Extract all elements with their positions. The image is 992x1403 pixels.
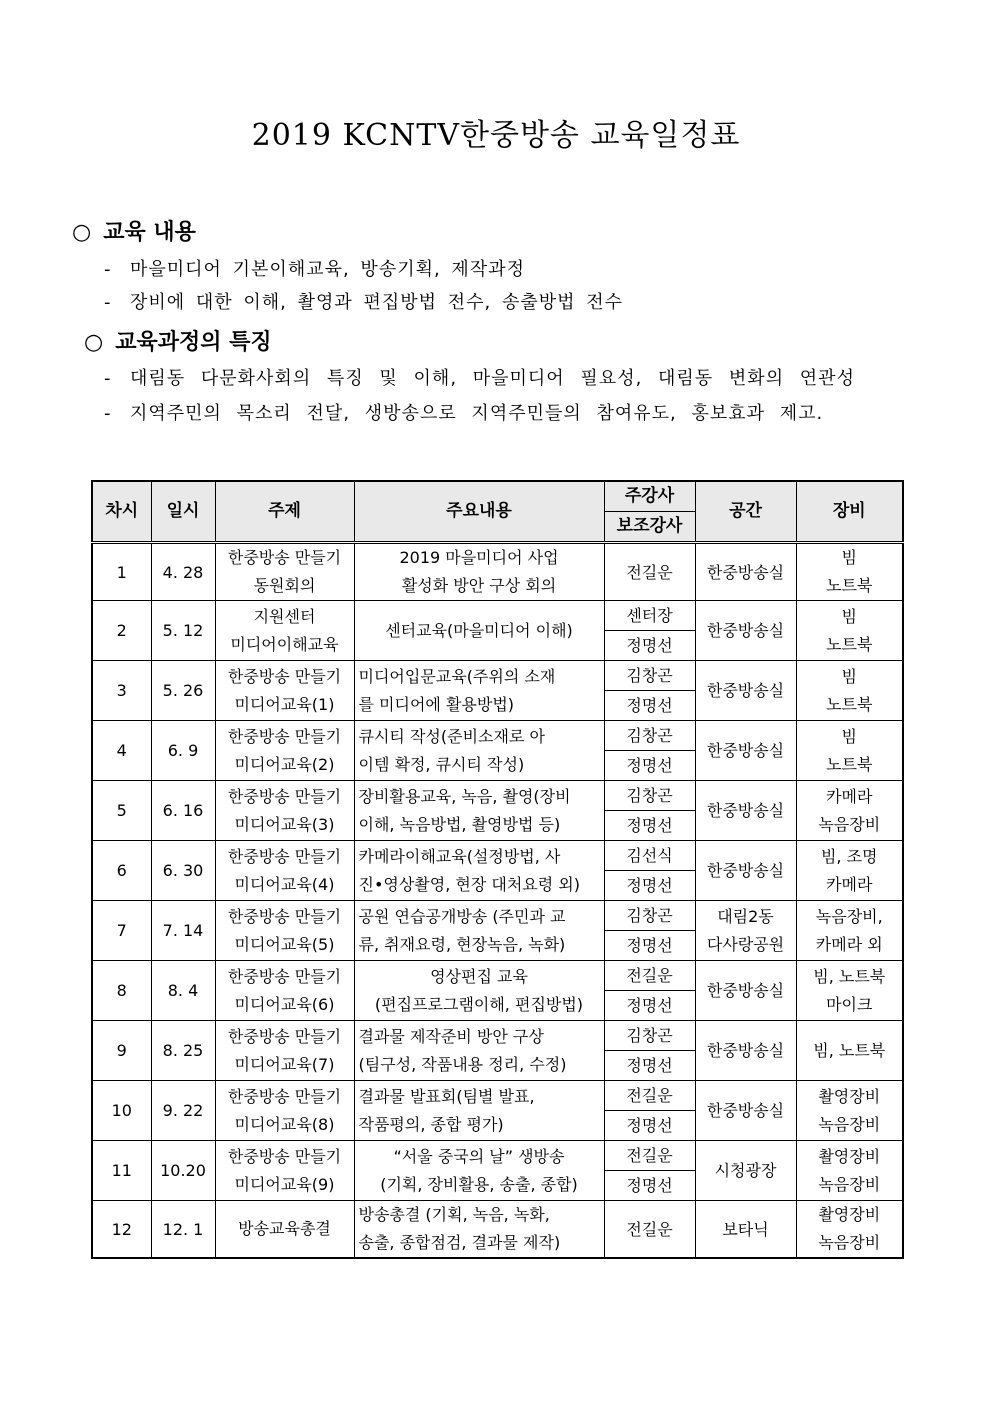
cell-line: 미디어입문교육(주위의 소재 xyxy=(358,666,556,686)
cell-line: 이해, 녹음방법, 촬영방법 등) xyxy=(358,814,561,834)
cell-assistant-instructor: 정명선 xyxy=(604,1051,695,1081)
cell-date: 5. 26 xyxy=(151,661,215,721)
cell-date: 5. 12 xyxy=(151,601,215,661)
cell-topic xyxy=(215,961,354,1021)
header-date: 일시 xyxy=(151,481,215,543)
cell-session: 9 xyxy=(92,1021,151,1081)
cell-assistant-instructor: 정명선 xyxy=(604,1171,695,1201)
section-heading-text: 교육 내용 xyxy=(103,219,196,245)
cell-main-instructor: 김선식 xyxy=(604,841,695,871)
cell-line: 작품평의, 종합 평가) xyxy=(358,1114,504,1134)
cell-line: 미디어교육(6) xyxy=(234,994,335,1014)
cell-equipment xyxy=(796,1201,903,1259)
cell-line: 카메라 xyxy=(826,874,873,894)
cell-line: 미디어교육(7) xyxy=(234,1054,335,1074)
cell-assistant-instructor: 정명선 xyxy=(604,931,695,961)
cell-session: 7 xyxy=(92,901,151,961)
cell-content xyxy=(354,901,604,961)
cell-line: “서울 중국의 날” 생방송 xyxy=(393,1146,565,1166)
header-venue: 공간 xyxy=(695,481,796,543)
cell-line: 송출, 종합점검, 결과물 제작) xyxy=(358,1233,561,1252)
cell-assistant-instructor: 정명선 xyxy=(604,871,695,901)
cell-line: 빔 xyxy=(841,548,857,567)
cell-line: 방송교육총결 xyxy=(238,1219,331,1238)
table-row xyxy=(92,721,903,751)
section-heading-course-features xyxy=(84,325,272,356)
section-heading-text: 교육과정의 특징 xyxy=(115,329,272,355)
table-body xyxy=(92,543,903,1259)
cell-line: 지원센터 xyxy=(253,606,316,626)
cell-line: 결과물 제작준비 방안 구상 xyxy=(358,1026,544,1046)
table-header xyxy=(92,481,903,543)
cell-line: 류, 취재요령, 현장녹음, 녹화) xyxy=(358,934,566,954)
table-row xyxy=(92,1141,903,1171)
cell-date: 8. 4 xyxy=(151,961,215,1021)
bullet-item: - 대림동 다문화사회의 특징 및 이해, 마을미디어 필요성, 대림동 변화의 연관성 xyxy=(104,368,855,389)
cell-line: 한중방송 만들기 xyxy=(227,906,342,926)
cell-equipment xyxy=(796,781,903,841)
cell-content xyxy=(354,1201,604,1259)
cell-topic xyxy=(215,661,354,721)
cell-line: (기획, 장비활용, 송출, 종합) xyxy=(380,1174,578,1194)
cell-session: 4 xyxy=(92,721,151,781)
cell-line: 녹음장비 xyxy=(818,1233,881,1252)
cell-main-instructor: 김창곤 xyxy=(604,1021,695,1051)
cell-date: 6. 16 xyxy=(151,781,215,841)
cell-line: 빔 xyxy=(841,726,857,746)
cell-assistant-instructor: 정명선 xyxy=(604,811,695,841)
cell-line: 녹음장비 xyxy=(818,1114,881,1134)
cell-line: 빔, 노트북 xyxy=(813,966,886,986)
section-heading-education-content xyxy=(72,215,196,246)
cell-line: 한중방송 만들기 xyxy=(227,1146,342,1166)
cell-line: 미디어교육(2) xyxy=(234,754,335,774)
cell-line: 큐시티 작성(준비소재로 아 xyxy=(358,726,545,746)
cell-equipment xyxy=(796,841,903,901)
table-row xyxy=(92,961,903,991)
cell-line: 방송총결 (기획, 녹음, 녹화, xyxy=(358,1205,550,1224)
cell-venue: 한중방송실 xyxy=(695,961,796,1021)
cell-equipment xyxy=(796,1141,903,1201)
cell-session: 1 xyxy=(92,543,151,601)
cell-venue: 보타닉 xyxy=(695,1201,796,1259)
cell-line: 빔, 조명 xyxy=(820,846,878,866)
cell-content xyxy=(354,543,604,601)
cell-date: 8. 25 xyxy=(151,1021,215,1081)
cell-line: 빔, 노트북 xyxy=(813,1040,886,1060)
cell-line: 활성화 방안 구상 회의 xyxy=(401,576,557,595)
cell-date: 7. 14 xyxy=(151,901,215,961)
cell-topic xyxy=(215,1201,354,1259)
cell-session: 2 xyxy=(92,601,151,661)
table-row xyxy=(92,1021,903,1051)
cell-date: 4. 28 xyxy=(151,543,215,601)
cell-equipment xyxy=(796,721,903,781)
cell-topic xyxy=(215,721,354,781)
cell-venue: 한중방송실 xyxy=(695,841,796,901)
cell-line: 미디어교육(3) xyxy=(234,814,335,834)
cell-line: 빔 xyxy=(841,666,857,686)
table-row xyxy=(92,841,903,871)
cell-assistant-instructor: 정명선 xyxy=(604,691,695,721)
circle-bullet-icon: ○ xyxy=(84,330,104,355)
cell-content xyxy=(354,781,604,841)
cell-line: 한중방송 만들기 xyxy=(227,786,342,806)
cell-line: 공원 연습공개방송 (주민과 교 xyxy=(358,906,566,926)
cell-line: 한중방송 만들기 xyxy=(227,666,342,686)
cell-line: 미디어교육(8) xyxy=(234,1114,335,1134)
cell-line: 한중방송 만들기 xyxy=(227,548,342,567)
dash-bullet-icon: - xyxy=(104,259,111,280)
cell-content xyxy=(354,661,604,721)
cell-assistant-instructor: 정명선 xyxy=(604,751,695,781)
cell-topic xyxy=(215,601,354,661)
cell-line: 미디어교육(1) xyxy=(234,694,335,714)
cell-main-instructor: 센터장 xyxy=(604,601,695,631)
cell-line: 장비활용교육, 녹음, 촬영(장비 xyxy=(358,786,571,806)
bullet-item: - 장비에 대한 이해, 촬영과 편집방법 전수, 송출방법 전수 xyxy=(104,292,624,313)
cell-line: 대림2동 xyxy=(717,906,774,926)
dash-bullet-icon: - xyxy=(104,368,111,389)
cell-topic xyxy=(215,1141,354,1201)
cell-line: 카메라 xyxy=(826,786,873,806)
cell-equipment xyxy=(796,543,903,601)
cell-main-instructor: 전길운 xyxy=(604,1201,695,1259)
cell-session: 10 xyxy=(92,1081,151,1141)
cell-line: 미디어이해교육 xyxy=(230,634,339,654)
cell-session: 11 xyxy=(92,1141,151,1201)
cell-equipment xyxy=(796,901,903,961)
cell-line: 한중방송 만들기 xyxy=(227,1026,342,1046)
cell-line: 녹음장비, xyxy=(815,906,883,926)
cell-main-instructor: 전길운 xyxy=(604,961,695,991)
cell-topic xyxy=(215,841,354,901)
cell-line: 노트북 xyxy=(826,694,873,714)
cell-topic xyxy=(215,543,354,601)
table-row xyxy=(92,901,903,931)
page-title: 2019 KCNTV한중방송 교육일정표 xyxy=(251,118,741,153)
cell-venue: 한중방송실 xyxy=(695,601,796,661)
dash-bullet-icon: - xyxy=(104,403,111,424)
header-equipment: 장비 xyxy=(796,481,903,543)
cell-line: 미디어교육(9) xyxy=(234,1174,335,1194)
cell-line: 다사랑공원 xyxy=(706,934,785,954)
bullet-item: - 지역주민의 목소리 전달, 생방송으로 지역주민들의 참여유도, 홍보효과 제고. xyxy=(104,403,824,424)
cell-venue xyxy=(695,901,796,961)
header-main-instructor: 주강사 xyxy=(604,481,695,512)
cell-session: 12 xyxy=(92,1201,151,1259)
cell-main-instructor: 김창곤 xyxy=(604,721,695,751)
cell-line: 카메라 외 xyxy=(815,934,883,954)
cell-main-instructor: 전길운 xyxy=(604,1141,695,1171)
cell-date: 10.20 xyxy=(151,1141,215,1201)
cell-topic xyxy=(215,1021,354,1081)
cell-equipment xyxy=(796,1021,903,1081)
cell-content xyxy=(354,721,604,781)
table-row xyxy=(92,1081,903,1111)
cell-line: 촬영장비 xyxy=(818,1086,881,1106)
circle-bullet-icon: ○ xyxy=(72,220,92,245)
cell-line: 노트북 xyxy=(826,576,873,595)
cell-content xyxy=(354,1021,604,1081)
cell-line: 2019 마을미디어 사업 xyxy=(399,548,559,567)
cell-equipment xyxy=(796,961,903,1021)
cell-assistant-instructor: 정명선 xyxy=(604,631,695,661)
cell-content xyxy=(354,841,604,901)
cell-session: 6 xyxy=(92,841,151,901)
cell-line: 한중방송 만들기 xyxy=(227,846,342,866)
cell-venue: 한중방송실 xyxy=(695,661,796,721)
cell-equipment xyxy=(796,1081,903,1141)
header-assistant-instructor: 보조강사 xyxy=(604,512,695,543)
header-topic: 주제 xyxy=(215,481,354,543)
cell-content xyxy=(354,1141,604,1201)
cell-date: 9. 22 xyxy=(151,1081,215,1141)
cell-venue: 한중방송실 xyxy=(695,543,796,601)
cell-content xyxy=(354,961,604,1021)
cell-assistant-instructor: 정명선 xyxy=(604,1111,695,1141)
header-session: 차시 xyxy=(92,481,151,543)
cell-line: 한중방송 만들기 xyxy=(227,1086,342,1106)
cell-line: 한중방송 만들기 xyxy=(227,966,342,986)
cell-equipment xyxy=(796,601,903,661)
cell-content xyxy=(354,601,604,661)
cell-topic xyxy=(215,901,354,961)
bullet-item: - 마을미디어 기본이해교육, 방송기획, 제작과정 xyxy=(104,259,525,280)
table-row xyxy=(92,601,903,631)
cell-date: 6. 30 xyxy=(151,841,215,901)
cell-venue: 시청광장 xyxy=(695,1141,796,1201)
cell-session: 8 xyxy=(92,961,151,1021)
schedule-table xyxy=(91,480,904,1259)
cell-line: 노트북 xyxy=(826,634,873,654)
cell-content xyxy=(354,1081,604,1141)
cell-line: 카메라이해교육(설정방법, 사 xyxy=(358,846,561,866)
cell-line: 동원회의 xyxy=(253,576,316,595)
cell-line: 녹음장비 xyxy=(818,1174,881,1194)
cell-venue: 한중방송실 xyxy=(695,721,796,781)
cell-line: 촬영장비 xyxy=(818,1205,881,1224)
cell-session: 3 xyxy=(92,661,151,721)
cell-line: 진•영상촬영, 현장 대처요령 외) xyxy=(358,874,580,894)
cell-topic xyxy=(215,1081,354,1141)
cell-venue: 한중방송실 xyxy=(695,1021,796,1081)
cell-line: 결과물 발표회(팀별 발표, xyxy=(358,1086,535,1106)
cell-equipment xyxy=(796,661,903,721)
cell-venue: 한중방송실 xyxy=(695,1081,796,1141)
cell-line: (팀구성, 작품내용 정리, 수정) xyxy=(358,1054,567,1074)
cell-line: 빔 xyxy=(841,606,857,626)
cell-line: 촬영장비 xyxy=(818,1146,881,1166)
cell-main-instructor: 김창곤 xyxy=(604,661,695,691)
table-row xyxy=(92,781,903,811)
cell-line: 마이크 xyxy=(826,994,873,1014)
dash-bullet-icon: - xyxy=(104,292,111,313)
cell-assistant-instructor: 정명선 xyxy=(604,991,695,1021)
cell-main-instructor: 전길운 xyxy=(604,1081,695,1111)
cell-main-instructor: 전길운 xyxy=(604,543,695,601)
cell-topic xyxy=(215,781,354,841)
cell-line: 센터교육(마을미디어 이해) xyxy=(385,620,573,640)
cell-line: 한중방송 만들기 xyxy=(227,726,342,746)
cell-date: 6. 9 xyxy=(151,721,215,781)
cell-line: 노트북 xyxy=(826,754,873,774)
cell-line: 를 미디어에 활용방법) xyxy=(358,694,515,714)
cell-venue: 한중방송실 xyxy=(695,781,796,841)
cell-line: 이템 확정, 큐시티 작성) xyxy=(358,754,525,774)
cell-line: 미디어교육(5) xyxy=(234,934,335,954)
cell-line: 영상편집 교육 xyxy=(430,966,528,986)
header-content: 주요내용 xyxy=(354,481,604,543)
cell-main-instructor: 김창곤 xyxy=(604,781,695,811)
cell-main-instructor: 김창곤 xyxy=(604,901,695,931)
table-row xyxy=(92,661,903,691)
cell-session: 5 xyxy=(92,781,151,841)
cell-line: 미디어교육(4) xyxy=(234,874,335,894)
cell-date: 12. 1 xyxy=(151,1201,215,1259)
cell-line: (편집프로그램이해, 편집방법) xyxy=(374,994,584,1014)
cell-line: 녹음장비 xyxy=(818,814,881,834)
